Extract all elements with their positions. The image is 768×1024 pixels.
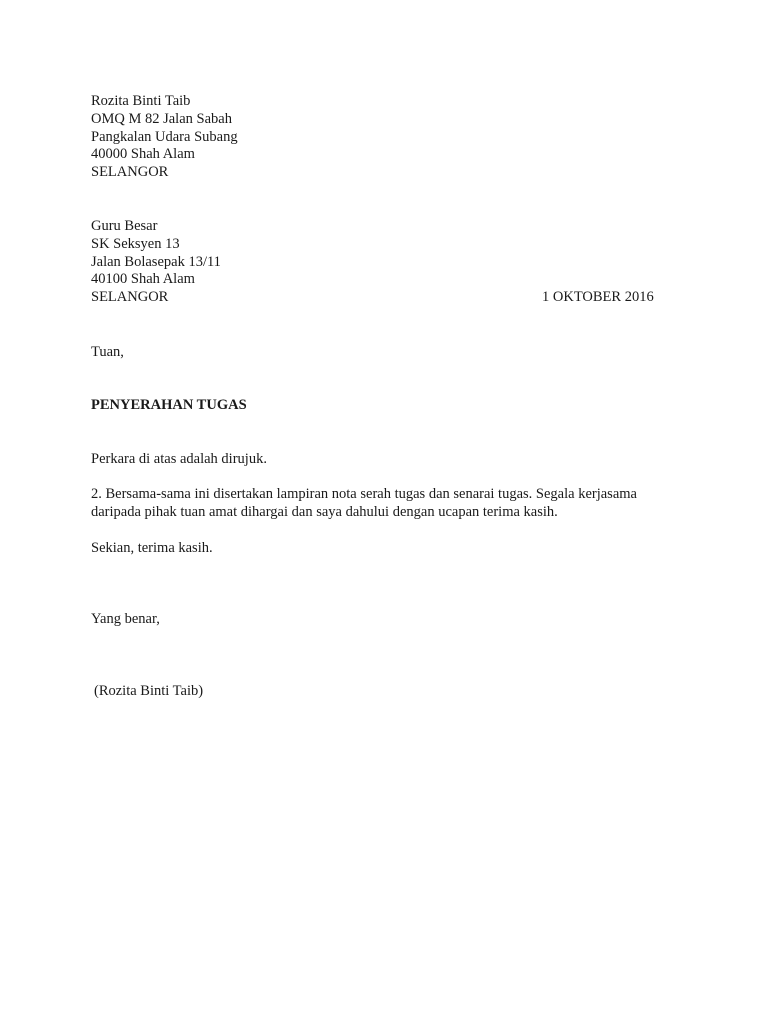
- recipient-address: [91, 218, 221, 307]
- salutation: Tuan,: [91, 344, 124, 360]
- recipient-school: SK Seksyen 13: [91, 235, 180, 252]
- recipient-title: Guru Besar: [91, 218, 158, 234]
- body-paragraph-2: [91, 486, 637, 521]
- sender-address: [91, 93, 238, 182]
- sender-address-line-2: Pangkalan Udara Subang: [91, 128, 238, 145]
- body-paragraph-2-line-1: 2. Bersama-sama ini disertakan lampiran nota serah tugas dan senarai tugas. Segala kerjasama: [91, 486, 637, 502]
- sender-name: Rozita Binti Taib: [91, 93, 191, 109]
- closing-remark: Sekian, terima kasih.: [91, 540, 213, 556]
- recipient-address-line-1: Jalan Bolasepak 13/11: [91, 253, 221, 270]
- body-paragraph-1: Perkara di atas adalah dirujuk.: [91, 451, 267, 467]
- recipient-state: SELANGOR: [91, 289, 169, 306]
- signature-name: (Rozita Binti Taib): [94, 683, 204, 699]
- recipient-postcode-city: 40100 Shah Alam: [91, 271, 195, 288]
- letter-date: 1 OKTOBER 2016: [542, 289, 654, 305]
- letter-subject: PENYERAHAN TUGAS: [91, 397, 247, 413]
- sender-state: SELANGOR: [91, 164, 169, 181]
- sender-address-line-1: OMQ M 82 Jalan Sabah: [91, 110, 232, 127]
- sender-postcode-city: 40000 Shah Alam: [91, 146, 195, 163]
- body-paragraph-2-line-2: daripada pihak tuan amat dihargai dan saya dahului dengan ucapan terima kasih.: [91, 503, 558, 520]
- sign-off: Yang benar,: [91, 611, 160, 627]
